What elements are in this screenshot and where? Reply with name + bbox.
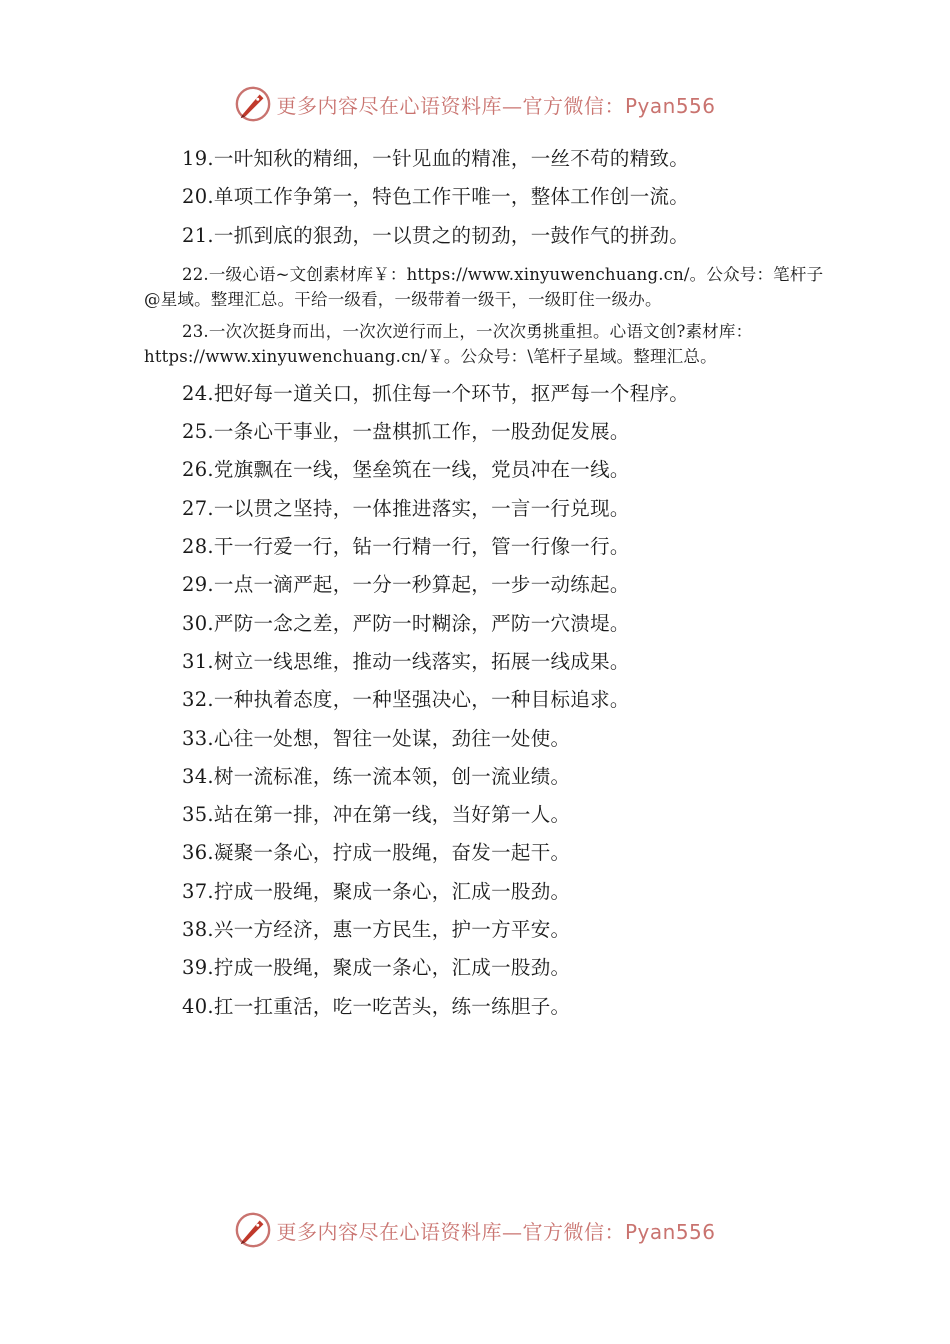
wechat-id: Pyan556 [624,1219,716,1244]
wechat-id: Pyan556 [624,93,716,118]
list-item: 28.干一行爱一行，钻一行精一行，管一行像一行。 [182,535,630,559]
list-item: 27.一以贯之坚持，一体推进落实，一言一行兑现。 [182,496,630,520]
list-item: 33.心往一处想，智往一处谋，劲往一处使。 [182,726,571,750]
list-item: 24.把好每一道关口，抓住每一个环节，抠严每一个程序。 [182,381,690,405]
list-item: 21.一抓到底的狠劲，一以贯之的韧劲，一鼓作气的拼劲。 [182,223,690,247]
list-item: 26.党旗飘在一线，堡垒筑在一线，党员冲在一线。 [182,458,630,482]
banner-text: 更多内容尽在心语资料库—官方微信：Pyan556 [276,1219,716,1244]
document-body [144,140,824,1026]
list-item: 37.拧成一股绳，聚成一条心，汇成一股劲。 [182,879,571,903]
list-item: 29.一点一滴严起，一分一秒算起，一步一动练起。 [182,573,630,597]
list-item: 34.树一流标准，练一流本领，创一流业绩。 [182,764,571,788]
list-item: 38.兴一方经济，惠一方民生，护一方平安。 [182,918,571,942]
list-item: 19.一叶知秋的精细，一针见血的精准，一丝不苟的精致。 [182,147,690,170]
list-item: 35.站在第一排，冲在第一线，当好第一人。 [182,803,571,827]
list-item: 31.树立一线思维，推动一线落实，拓展一线成果。 [182,649,630,673]
list-item: 25.一条心干事业，一盘棋抓工作，一股劲促发展。 [182,420,630,444]
list-item: 39.拧成一股绳，聚成一条心，汇成一股劲。 [182,956,571,980]
list-item: 30.严防一念之差，严防一时糊涂，严防一穴溃堤。 [182,611,630,635]
list-item: 20.单项工作争第一，特色工作干唯一，整体工作创一流。 [182,185,690,209]
list-item: 40.扛一扛重活，吃一吃苦头，练一练胆子。 [182,994,571,1018]
pen-nib-logo-icon [234,85,272,123]
list-item: 23.一次次挺身而出，一次次逆行而上，一次次勇挑重担。心语文创?素材库：https://www.xinyuwenchuang.cn/￥。公众号：\笔杆子星域。整理汇总。 [144,321,753,366]
list-item: 22.一级心语~文创素材库￥：https://www.xinyuwenchuang.cn/。公众号：笔杆子@星域。整理汇总。干给一级看，一级带着一级干，一级盯住一级办。 [144,264,824,309]
header-banner [0,82,950,126]
pen-nib-logo-icon [234,1211,272,1249]
banner-text: 更多内容尽在心语资料库—官方微信：Pyan556 [276,93,716,118]
footer-banner [0,1208,950,1252]
list-item: 32.一种执着态度，一种坚强决心，一种目标追求。 [182,688,630,712]
list-item: 36.凝聚一条心，拧成一股绳，奋发一起干。 [182,841,571,865]
